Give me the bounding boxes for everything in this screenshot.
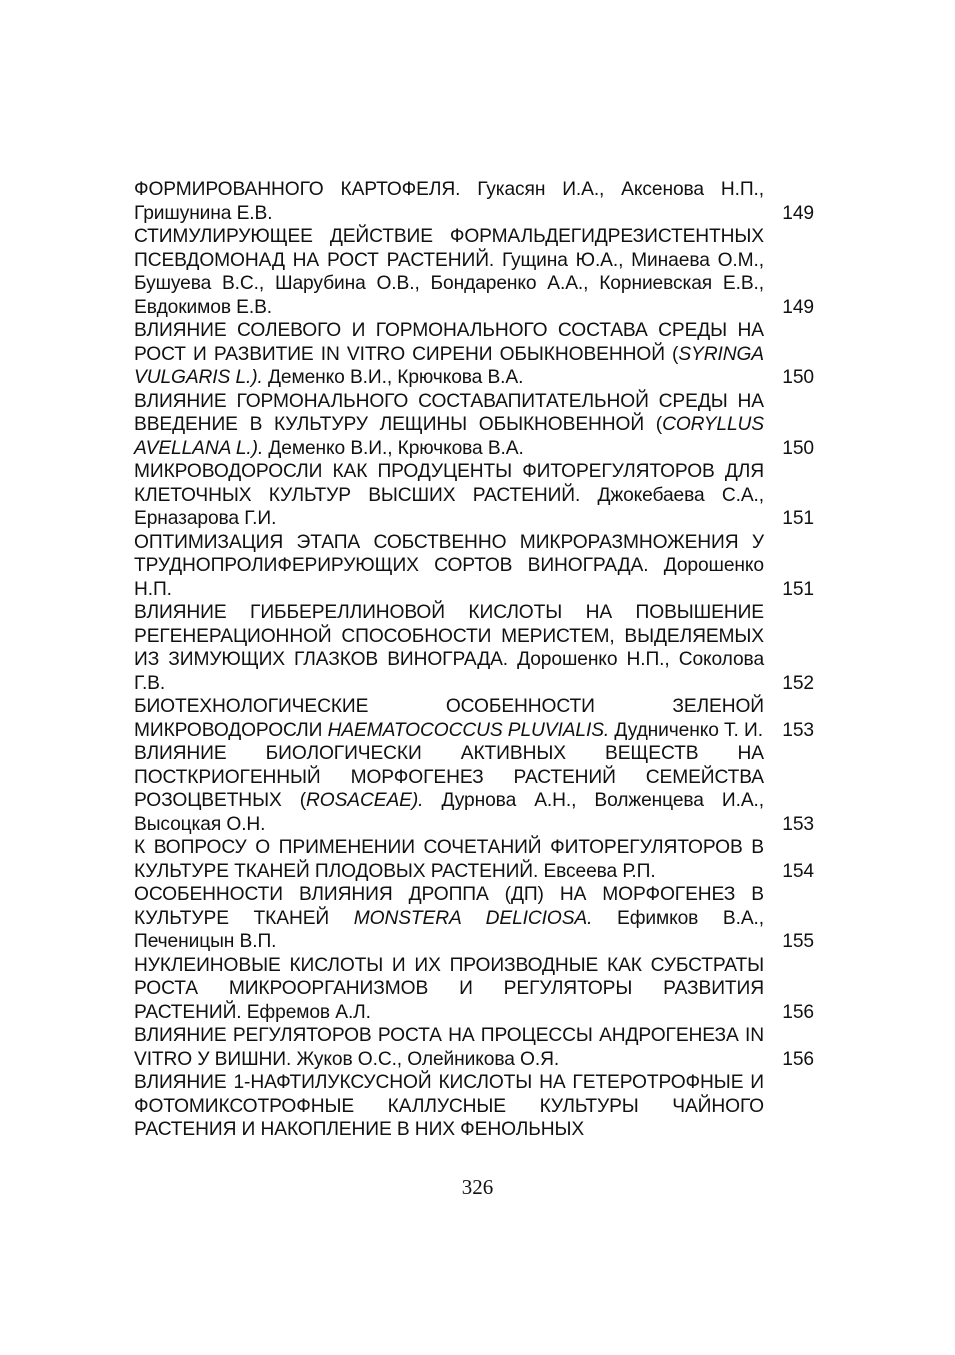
toc-entry-authors: Гущина Ю.А., Минаева О.М., Бушуева В.С., Шарубина О.В., Бондаренко А.А., Корниевская Е.В., Евдокимов Е.В.	[134, 249, 764, 318]
toc-entry-text	[134, 319, 764, 390]
toc-entry-title: К ВОПРОСУ О ПРИМЕНЕНИИ СОЧЕТАНИЙ ФИТОРЕГУЛЯТОРОВ В КУЛЬТУРЕ ТКАНЕЙ ПЛОДОВЫХ РАСТЕНИЙ.	[134, 837, 764, 882]
toc-entry	[134, 225, 814, 319]
toc-entry-page: 152	[782, 672, 814, 694]
toc-entry-authors: Жуков О.С., Олейникова О.Я.	[296, 1048, 560, 1070]
toc-entry-text	[134, 695, 764, 742]
toc-entry-title: ВЛИЯНИЕ ГИББЕРЕЛЛИНОВОЙ КИСЛОТЫ НА ПОВЫШЕНИЕ РЕГЕНЕРАЦИОННОЙ СПОСОБНОСТИ МЕРИСТЕМ, ВЫДЕЛЯЕМЫХ ИЗ ЗИМУЮЩИХ ГЛАЗКОВ ВИНОГРАДА.	[134, 602, 764, 670]
table-of-contents	[134, 178, 814, 1142]
toc-entry-authors: Ефимков В.А., Печеницын В.П.	[134, 907, 765, 952]
toc-entry-text	[134, 390, 764, 461]
toc-entry-page: 149	[782, 202, 814, 224]
toc-entry-title: ОСОБЕННОСТИ ВЛИЯНИЯ ДРОППА (ДП) НА МОРФОГЕНЕЗ В КУЛЬТУРЕ ТКАНЕЙ	[134, 884, 764, 929]
toc-entry-authors: Дудниченко Т. И.	[614, 719, 763, 741]
toc-entry-title: ВЛИЯНИЕ БИОЛОГИЧЕСКИ АКТИВНЫХ ВЕЩЕСТВ НА ПОСТКРИОГЕННЫЙ МОРФОГЕНЕЗ РАСТЕНИЙ СЕМЕЙСТВА РОЗОЦВЕТНЫХ (	[134, 743, 764, 811]
toc-entry-text	[134, 531, 764, 602]
toc-entry-page: 156	[782, 1048, 814, 1070]
toc-entry-title-italic: CORYLLUS AVELLANA L.).	[134, 414, 764, 459]
toc-entry-title: ВЛИЯНИЕ 1-НАФТИЛУКСУСНОЙ КИСЛОТЫ НА ГЕТЕРОТРОФНЫЕ И ФОТОМИКСОТРОФНЫЕ КАЛЛУСНЫЕ КУЛЬТУРЫ ЧАЙНОГО РАСТЕНИЯ И НАКОПЛЕНИЕ В НИХ ФЕНОЛЬНЫХ	[134, 1072, 764, 1140]
toc-entry	[134, 695, 814, 742]
toc-entry-page: 155	[782, 931, 814, 952]
toc-entry	[134, 390, 814, 461]
toc-entry	[134, 460, 814, 531]
page-number: 326	[461, 1175, 494, 1199]
toc-entry-text	[134, 742, 764, 836]
toc-entry-page: 151	[782, 508, 814, 529]
toc-entry-authors: Дурнова А.Н., Волженцева И.А., Высоцкая О.Н.	[134, 790, 765, 835]
toc-entry-text	[134, 225, 764, 319]
toc-entry-authors: Деменко В.И., Крючкова В.А.	[268, 437, 524, 459]
toc-entry-text	[134, 460, 764, 531]
toc-entry-authors: Дорошенко Н.П., Соколова Г.В.	[134, 649, 765, 694]
toc-entry-title: БИОТЕХНОЛОГИЧЕСКИЕ ОСОБЕННОСТИ ЗЕЛЕНОЙ МИКРОВОДОРОСЛИ	[134, 696, 764, 741]
toc-entry-authors: Гукасян И.А., Аксенова Н.П., Гришунина Е.В.	[134, 179, 764, 224]
toc-entry	[134, 319, 814, 390]
toc-entry-text	[134, 954, 764, 1025]
toc-entry-title: ВЛИЯНИЕ РЕГУЛЯТОРОВ РОСТА НА ПРОЦЕССЫ АНДРОГЕНЕЗА IN VITRO У ВИШНИ.	[134, 1025, 764, 1070]
toc-entry-page: 156	[782, 1001, 814, 1023]
toc-entry	[134, 836, 814, 883]
toc-entry-text	[134, 178, 764, 225]
toc-entry	[134, 742, 814, 836]
toc-entry-authors: Ефремов А.Л.	[246, 1001, 371, 1023]
toc-entry-text	[134, 601, 764, 695]
toc-entry-title-italic: SYRINGA VULGARIS L.).	[134, 343, 764, 388]
toc-entry-title: ВЛИЯНИЕ ГОРМОНАЛЬНОГО СОСТАВАПИТАТЕЛЬНОЙ СРЕДЫ НА ВВЕДЕНИЕ В КУЛЬТУРУ ЛЕЩИНЫ ОБЫКНОВЕННОЙ (	[134, 390, 764, 435]
toc-entry	[134, 1071, 814, 1142]
toc-entry-page: 149	[782, 296, 814, 318]
toc-entry	[134, 601, 814, 695]
toc-entry	[134, 178, 814, 225]
toc-entry	[134, 531, 814, 602]
toc-entry-title-italic: ROSACEAE).	[306, 790, 424, 811]
toc-entry	[134, 883, 814, 954]
toc-entry-page: 151	[782, 578, 814, 600]
toc-entry-title-italic: MONSTERA DELICIOSA.	[353, 907, 593, 929]
toc-entry-text	[134, 883, 764, 954]
toc-entry	[134, 1024, 814, 1071]
toc-entry-page: 150	[782, 437, 814, 459]
toc-entry-authors: Евсеева Р.П.	[543, 860, 656, 882]
toc-entry-text	[134, 836, 764, 883]
toc-entry-text	[134, 1071, 764, 1142]
toc-entry-title: ВЛИЯНИЕ СОЛЕВОГО И ГОРМОНАЛЬНОГО СОСТАВА СРЕДЫ НА РОСТ И РАЗВИТИЕ IN VITRO СИРЕНИ ОБЫКНОВЕННОЙ (	[134, 320, 764, 365]
toc-entry-page: 153	[782, 719, 814, 741]
toc-entry-title: ОПТИМИЗАЦИЯ ЭТАПА СОБСТВЕННО МИКРОРАЗМНОЖЕНИЯ У ТРУДНОПРОЛИФЕРИРУЮЩИХ СОРТОВ ВИНОГРАДА.	[134, 531, 764, 576]
toc-entry-authors: Дорошенко Н.П.	[134, 555, 764, 600]
toc-entry-title: ФОРМИРОВАННОГО КАРТОФЕЛЯ.	[134, 179, 461, 200]
toc-entry-text	[134, 1024, 764, 1071]
toc-entry-authors: Деменко В.И., Крючкова В.А.	[268, 367, 524, 388]
toc-entry-page: 150	[782, 367, 814, 388]
toc-entry-page: 154	[782, 860, 814, 882]
toc-entry-title: НУКЛЕИНОВЫЕ КИСЛОТЫ И ИХ ПРОИЗВОДНЫЕ КАК СУБСТРАТЫ РОСТА МИКРООРГАНИЗМОВ И РЕГУЛЯТОРЫ РАЗВИТИЯ РАСТЕНИЙ.	[134, 954, 764, 1023]
toc-entry-title: СТИМУЛИРУЮЩЕЕ ДЕЙСТВИЕ ФОРМАЛЬДЕГИДРЕЗИСТЕНТНЫХ ПСЕВДОМОНАД НА РОСТ РАСТЕНИЙ.	[134, 226, 764, 271]
toc-entry	[134, 954, 814, 1025]
toc-entry-title: МИКРОВОДОРОСЛИ КАК ПРОДУЦЕНТЫ ФИТОРЕГУЛЯТОРОВ ДЛЯ КЛЕТОЧНЫХ КУЛЬТУР ВЫСШИХ РАСТЕНИЙ.	[134, 461, 764, 506]
toc-entry-page: 153	[782, 813, 814, 835]
toc-entry-title-italic: HAEMATOCOCCUS PLUVIALIS.	[327, 719, 610, 741]
toc-entry-authors: Джокебаева С.А., Ерназарова Г.И.	[134, 484, 764, 529]
